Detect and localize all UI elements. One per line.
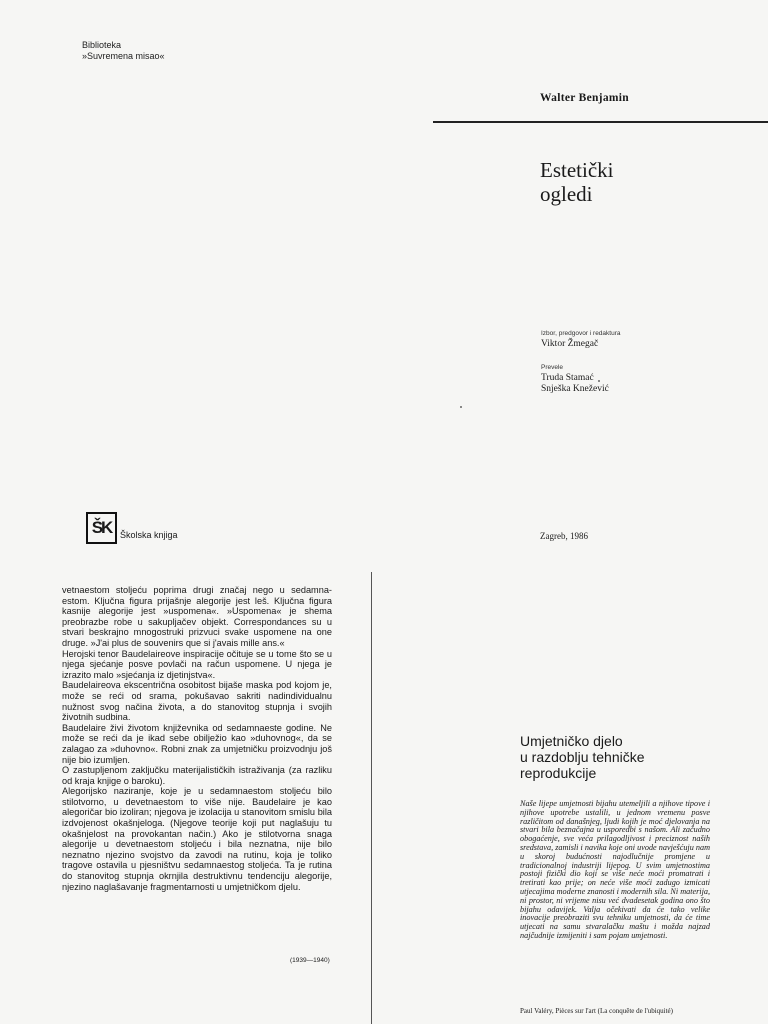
header-rule	[433, 121, 768, 123]
series-line-2: »Suvremena misao«	[82, 51, 165, 61]
place-year: Zagreb, 1986	[540, 531, 588, 541]
translators-label: Prevele	[541, 364, 564, 371]
paragraph: Alegorijsko naziranje, koje je u sedamnaestom stoljeću bilo stilotvorno, u devetnaestom to više nije. Baudelaire je kao alegoričar bio izoliran; njegova je izolacija u stanovitom smislu bila izdvojenost okašnjeloga. (Njegove teorije koji put naglašuju tu okašnjelost na provokantan način.) Ako je stilotvorna snaga alegorije u devetnaestom stoljeću i bila neznatna, nije bilo neznatno njezino svojstvo da zavodi na rutinu, koja je toliko tragove ostavila u pjesništvu sedamnaestog stoljeća. Ta je rutina do stanovitog stupnja okrnjila destruktivnu tendenciju alegorije, njezino naglašavanje fragmentarnosti u umjetničkom djelu.	[62, 786, 332, 892]
editor-name: Viktor Žmegač	[541, 339, 599, 349]
essay-title-line-1: Umjetničko djelo	[520, 733, 623, 749]
translator-1: Truda Stamać	[541, 373, 594, 383]
essay-title	[520, 733, 645, 781]
paragraph: Herojski tenor Baudelaireove inspiracije očituje se u tome što se u njega sjećanje posve povlači na račun uspomene. U njega je izrazito malo »sjećanja iz djetinjstva«.	[62, 648, 332, 680]
book-title-line-2: ogledi	[540, 182, 593, 206]
paragraph: vetnaestom stoljeću poprima drugi značaj nego u sedamna-estom. Ključna figura prijašnje alegorije jest leš. Ključna figura kasnije alegorije jest »uspomena«. »Uspomena« je shema preobrazbe robe u sakupljačev objekt. Correspondances su u stvari beskrajno mnogostruki prizvuci svake uspomene na one druge. »J'ai plus de souvenirs que si j'avais mille ans.«	[62, 585, 332, 648]
speck	[460, 406, 462, 408]
credits	[541, 330, 621, 395]
epigraph-source: Paul Valéry, Pièces sur l'art (La conquête de l'ubiquité)	[520, 1007, 673, 1015]
editor-label: Izbor, predgovor i redaktura	[541, 330, 621, 337]
page-gutter	[371, 572, 372, 1024]
book-title-line-1: Estetički	[540, 158, 614, 182]
translator-2: Snješka Knežević	[541, 384, 609, 394]
publisher-name: Školska knjiga	[120, 530, 178, 540]
essay-title-line-3: reprodukcije	[520, 765, 597, 781]
essay-title-line-2: u razdoblju tehničke	[520, 749, 645, 765]
paragraph: Baudelaire živi životom književnika od sedamnaeste godine. Ne može se reći da je ikad sebe obilježio kao »duhovnog«, da se zalagao za »duhovno«. Robni znak za umjetničku proizvodnju još nije bio izumljen.	[62, 722, 332, 765]
paragraph: Baudelaireova ekscentrična osobitost bijaše maska pod kojom je, može se reći od srama, pokušavao sakriti nadindividualnu nužnost svog načina života, a do stanovitog stupnja i svojih životnih sudbina.	[62, 680, 332, 723]
left-page-text	[62, 585, 332, 892]
left-dates: (1939—1940)	[290, 957, 330, 964]
speck	[598, 380, 600, 382]
epigraph: Naše lijepe umjetnosti bijahu utemeljili a njihove tipove i njihove upotrebe ustalili, u jednom vremenu posve različitom od današnjeg, ljudi kojih je moć djelovanja na stvari bila beznačajna u usporedbi s našom. Ali začudno obogaćenje, sve veća prilagodljivost i preciznost naših sredstava, zamisli i navika koje oni uvode navješćuju nam u skoroj budućnosti najodlučnije promjene u tradicionalnoj industriji lijepog. U svim umjetnostima postoji fizički dio koji se više neće moći promatrati i tretirati kao prije; on neće više moći zadugo izmicati utjecajima moderne znanosti i modernih sila. Ni materija, ni prostor, ni vrijeme nisu već dvadesetak godina ono što bijahu odavijek. Valja očekivati da će tako velike inovacije preobraziti svu tehniku umjetnosti, da će time utjecati na samu stvaralačku maštu i možda najzad najčudnije izmijeniti i sam pojam umjetnosti.	[520, 799, 710, 940]
book-title	[540, 158, 613, 206]
series-label	[82, 40, 165, 62]
series-line-1: Biblioteka	[82, 40, 122, 50]
publisher-logo: ŠK	[86, 512, 117, 544]
author-name: Walter Benjamin	[540, 92, 629, 104]
paragraph: O zastupljenom zaključku materijalističkih istraživanja (za razliku od kraja knjige o baroku).	[62, 765, 332, 786]
